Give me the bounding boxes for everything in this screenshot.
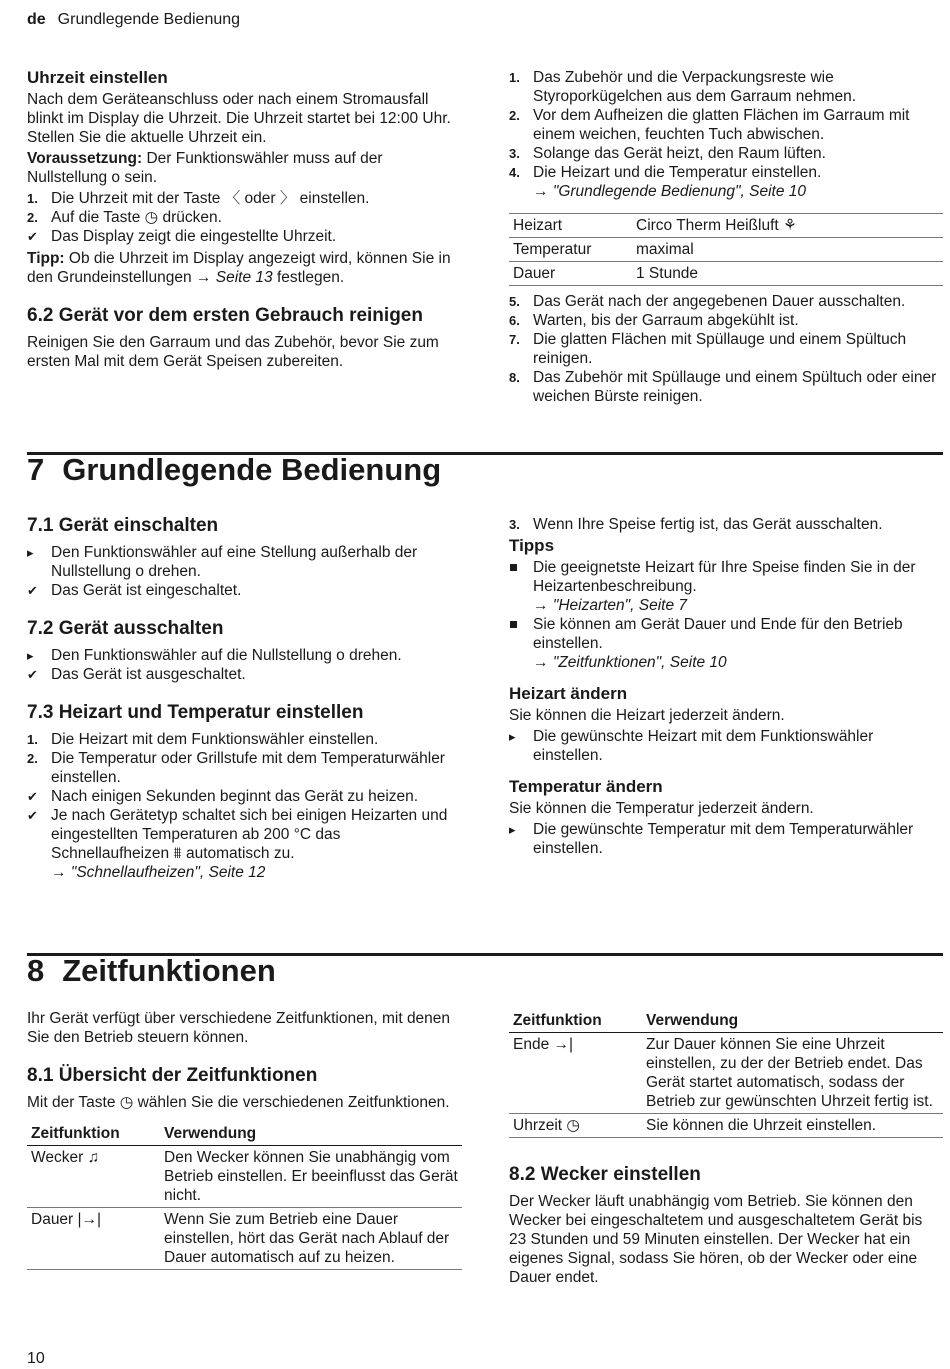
chapter-title: Grundlegende Bedienung: [62, 452, 442, 487]
check-icon: ✔: [27, 667, 38, 682]
table-row: [27, 1208, 462, 1270]
step-text: Die Heizart und die Temperatur einstellen.: [533, 164, 822, 181]
action-text: Den Funktionswähler auf eine Stellung außerhalb der Nullstellung o drehen.: [51, 544, 418, 580]
ch8-intro: Ihr Gerät verfügt über verschiedene Zeitfunktionen, mit denen Sie den Betrieb steuern können.: [27, 1010, 451, 1046]
table-header-row: [509, 1009, 943, 1033]
table-cell: Wenn Sie zum Betrieb eine Dauer einstellen, hört das Gerät nach Ablauf der Dauer automatisch auf zu heizen.: [164, 1211, 450, 1266]
column-header: Zeitfunktion: [513, 1012, 602, 1029]
step-text: Warten, bis der Garraum abgekühlt ist.: [533, 312, 799, 329]
step-text: Solange das Gerät heizt, den Raum lüften.: [533, 145, 826, 162]
table-row: [509, 214, 943, 238]
tipps-heading: Tipps: [509, 536, 555, 555]
tip-item: [509, 558, 943, 615]
uhrzeit-result: [27, 227, 462, 246]
table-cell: Zur Dauer können Sie eine Uhrzeit einstellen, zu der der Betrieb endet. Das Gerät startet automatisch, sodass der Betrieb zur gewünschten Uhrzeit fertig ist.: [646, 1036, 933, 1110]
header-title: Grundlegende Bedienung: [57, 11, 241, 28]
action-icon: ▸: [27, 545, 34, 560]
tip-link[interactable]: Seite 13: [215, 269, 273, 286]
tip-end: festlegen.: [276, 269, 345, 286]
language-code: de: [27, 11, 46, 28]
page-number: 10: [27, 1350, 45, 1367]
uhrzeit-section: [27, 68, 462, 373]
s71-heading: 7.1 Gerät einschalten: [27, 515, 219, 536]
table-cell: 1 Stunde: [636, 265, 699, 282]
column-header: Verwendung: [164, 1125, 257, 1142]
step4-ref[interactable]: [533, 182, 943, 201]
ref-text[interactable]: "Schnellaufheizen", Seite 12: [70, 864, 266, 881]
step-text: Das Gerät nach der angegebenen Dauer ausschalten.: [533, 293, 906, 310]
table-row: [509, 238, 943, 262]
table-cell: Wecker ♫: [31, 1149, 100, 1166]
uhrzeit-intro: Nach dem Geräteanschluss oder nach einem Stromausfall blinkt im Display die Uhrzeit. Die Uhrzeit startet bei 12:00 Uhr. Stellen Sie die aktuelle Uhrzeit ein.: [27, 91, 451, 146]
s71-action: [27, 543, 462, 581]
step-text: Wenn Ihre Speise fertig ist, das Gerät ausschalten.: [533, 516, 883, 533]
chapter-8-title: [27, 953, 276, 988]
s72-heading: 7.2 Gerät ausschalten: [27, 618, 224, 639]
uhrzeit-heading: Uhrzeit einstellen: [27, 68, 168, 87]
ref-text[interactable]: "Zeitfunktionen", Seite 10: [552, 654, 727, 671]
temperatur-heading: Temperatur ändern: [509, 777, 663, 796]
table-cell: Ende →|: [513, 1036, 574, 1053]
s62-step-2: 2. Vor dem Aufheizen die glatten Flächen im Garraum mit einem weichen, feuchten Tuch abwischen.: [509, 107, 910, 143]
action-icon: ▸: [509, 729, 516, 744]
s62-step-8: 8. Das Zubehör mit Spüllauge und einem Spültuch oder einer weichen Bürste reinigen.: [509, 369, 937, 405]
heizart-heading: Heizart ändern: [509, 684, 628, 703]
uhrzeit-prerequisite: [27, 149, 462, 187]
table-cell: Heizart: [513, 217, 563, 234]
column-header: Zeitfunktion: [31, 1125, 120, 1142]
tip-item: [509, 615, 943, 672]
uhrzeit-step-1: 1. Die Uhrzeit mit der Taste 〈 oder 〉 einstellen.: [27, 190, 370, 207]
s72-action: [27, 646, 462, 665]
s81-text: Mit der Taste ◷ wählen Sie die verschiedenen Zeitfunktionen.: [27, 1094, 450, 1111]
action-text: Den Funktionswähler auf die Nullstellung o drehen.: [51, 647, 402, 664]
s73-step-2: 2. Die Temperatur oder Grillstufe mit dem Temperaturwähler einstellen.: [27, 750, 445, 786]
table-cell: Circo Therm Heißluft ⚘: [636, 217, 797, 234]
arrow-icon: →: [533, 597, 553, 614]
uhrzeit-step-2: 2. Auf die Taste ◷ drücken.: [27, 209, 222, 226]
chapter-title: Zeitfunktionen: [62, 953, 276, 988]
temperatur-action: [509, 820, 943, 858]
s82-heading: 8.2 Wecker einstellen: [509, 1164, 701, 1185]
step-text: Die Temperatur oder Grillstufe mit dem Temperaturwähler einstellen.: [51, 750, 445, 786]
result-text: Das Gerät ist eingeschaltet.: [51, 582, 242, 599]
table-cell: Sie können die Uhrzeit einstellen.: [646, 1117, 877, 1134]
step-text: Die Uhrzeit mit der Taste 〈 oder 〉 einstellen.: [51, 190, 370, 207]
ref-text[interactable]: "Heizarten", Seite 7: [552, 597, 688, 614]
ch7-left-column: [27, 515, 462, 882]
action-text: Die gewünschte Temperatur mit dem Temperaturwähler einstellen.: [533, 821, 914, 857]
arrow-icon: →: [195, 269, 212, 286]
arrow-icon: →: [51, 864, 71, 881]
s73-ref[interactable]: [51, 863, 462, 882]
s71-result: [27, 581, 462, 600]
s62-intro: Reinigen Sie den Garraum und das Zubehör, bevor Sie zum ersten Mal mit dem Gerät Speisen zubereiten.: [27, 334, 439, 370]
tip-text: Die geeignetste Heizart für Ihre Speise finden Sie in der Heizartenbeschreibung.: [533, 559, 916, 595]
s62-steps: [509, 68, 943, 406]
table-row: [509, 262, 943, 286]
s62-step-3: 3. Solange das Gerät heizt, den Raum lüften.: [509, 145, 826, 162]
s62-step-7: 7. Die glatten Flächen mit Spüllauge und einem Spültuch reinigen.: [509, 331, 907, 367]
ch8-right-column: [509, 1009, 943, 1289]
action-text: Die gewünschte Heizart mit dem Funktionswähler einstellen.: [533, 728, 874, 764]
action-icon: ▸: [27, 648, 34, 663]
s72-result: [27, 665, 462, 684]
s62-heading: 6.2 Gerät vor dem ersten Gebrauch reinigen: [27, 305, 423, 326]
s73-heading: 7.3 Heizart und Temperatur einstellen: [27, 702, 364, 723]
bullet-icon: [510, 564, 517, 571]
result-text: Das Gerät ist ausgeschaltet.: [51, 666, 246, 683]
page-header: [27, 10, 240, 29]
s82-text: Der Wecker läuft unabhängig vom Betrieb. Sie können den Wecker bei eingeschaltetem und ausgeschaltetem Gerät bis 23 Stunden und 59 Minuten einstellen. Der Wecker hat ein eigenes Signal, sodass Sie hören, ob der Wecker oder eine Dauer endet.: [509, 1193, 923, 1286]
arrow-icon: →: [533, 183, 553, 200]
uhrzeit-tip: [27, 249, 462, 287]
table-cell: Temperatur: [513, 241, 592, 258]
temperatur-text: Sie können die Temperatur jederzeit ändern.: [509, 800, 814, 817]
table-cell: Dauer: [513, 265, 556, 282]
ch8-left-column: [27, 1009, 462, 1270]
heizart-action: [509, 727, 943, 765]
step-text: Das Zubehör mit Spüllauge und einem Spültuch oder einer weichen Bürste reinigen.: [533, 369, 937, 405]
result-text: Je nach Gerätetyp schaltet sich bei einigen Heizarten und eingestellten Temperaturen ab 200 °C das Schnellaufheizen ⩩ automatisch zu.: [51, 807, 448, 862]
prereq-label: Voraussetzung:: [27, 150, 143, 167]
tip-text: Sie können am Gerät Dauer und Ende für den Betrieb einstellen.: [533, 616, 903, 652]
chapter-7-title: [27, 452, 442, 487]
step-text: Die glatten Flächen mit Spüllauge und einem Spültuch reinigen.: [533, 331, 907, 367]
s81-heading: 8.1 Übersicht der Zeitfunktionen: [27, 1065, 318, 1086]
table-row: [27, 1146, 462, 1208]
ref-text[interactable]: "Grundlegende Bedienung", Seite 10: [552, 183, 806, 200]
check-icon: ✔: [27, 808, 38, 823]
zeitfunktionen-table-right: [509, 1009, 943, 1138]
table-row: [509, 1033, 943, 1114]
step-text: Vor dem Aufheizen die glatten Flächen im Garraum mit einem weichen, feuchten Tuch abwischen.: [533, 107, 910, 143]
tip-label: Tipp:: [27, 250, 65, 267]
table-header-row: [27, 1122, 462, 1146]
column-header: Verwendung: [646, 1012, 739, 1029]
result-text: Nach einigen Sekunden beginnt das Gerät zu heizen.: [51, 788, 419, 805]
table-cell: Uhrzeit ◷: [513, 1117, 580, 1134]
table-row: [509, 1114, 943, 1138]
s73-step-1: 1. Die Heizart mit dem Funktionswähler einstellen.: [27, 731, 379, 748]
result-text: Das Display zeigt die eingestellte Uhrzeit.: [51, 228, 337, 245]
s62-step-4: 4. Die Heizart und die Temperatur einstellen. → "Grundlegende Bedienung", Seite 10: [509, 163, 943, 201]
action-icon: ▸: [509, 822, 516, 837]
s73-step-3: 3. Wenn Ihre Speise fertig ist, das Gerät ausschalten.: [509, 516, 883, 533]
prereq-text: Der Funktionswähler muss auf der Nullstellung o sein.: [27, 150, 383, 186]
s73-result-1: [27, 787, 462, 806]
step-text: Auf die Taste ◷ drücken.: [51, 209, 222, 226]
tip-text: Ob die Uhrzeit im Display angezeigt wird, können Sie in den Grundeinstellungen: [27, 250, 451, 286]
chapter-number: 8: [27, 953, 45, 988]
table-cell: Dauer |→|: [31, 1211, 102, 1228]
step-text: Das Zubehör und die Verpackungsreste wie Styroporkügelchen aus dem Garraum nehmen.: [533, 69, 857, 105]
check-icon: ✔: [27, 789, 38, 804]
check-icon: ✔: [27, 229, 38, 244]
step-text: Die Heizart mit dem Funktionswähler einstellen.: [51, 731, 379, 748]
s73-result-2: [27, 806, 462, 882]
ch7-right-column: [509, 515, 943, 858]
table-cell: Den Wecker können Sie unabhängig vom Betrieb einstellen. Er beeinflusst das Gerät nicht.: [164, 1149, 458, 1204]
s62-step-6: 6. Warten, bis der Garraum abgekühlt ist.: [509, 312, 799, 329]
arrow-icon: →: [533, 654, 553, 671]
zeitfunktionen-table-left: [27, 1122, 462, 1270]
heizart-text: Sie können die Heizart jederzeit ändern.: [509, 707, 785, 724]
bullet-icon: [510, 621, 517, 628]
tip-ref[interactable]: [533, 596, 943, 615]
tip-ref[interactable]: [533, 653, 943, 672]
s62-step-5: 5. Das Gerät nach der angegebenen Dauer ausschalten.: [509, 293, 906, 310]
s62-settings-table: [509, 213, 943, 286]
table-cell: maximal: [636, 241, 694, 258]
check-icon: ✔: [27, 583, 38, 598]
s62-step-1: 1. Das Zubehör und die Verpackungsreste wie Styroporkügelchen aus dem Garraum nehmen.: [509, 69, 857, 105]
chapter-number: 7: [27, 452, 45, 487]
